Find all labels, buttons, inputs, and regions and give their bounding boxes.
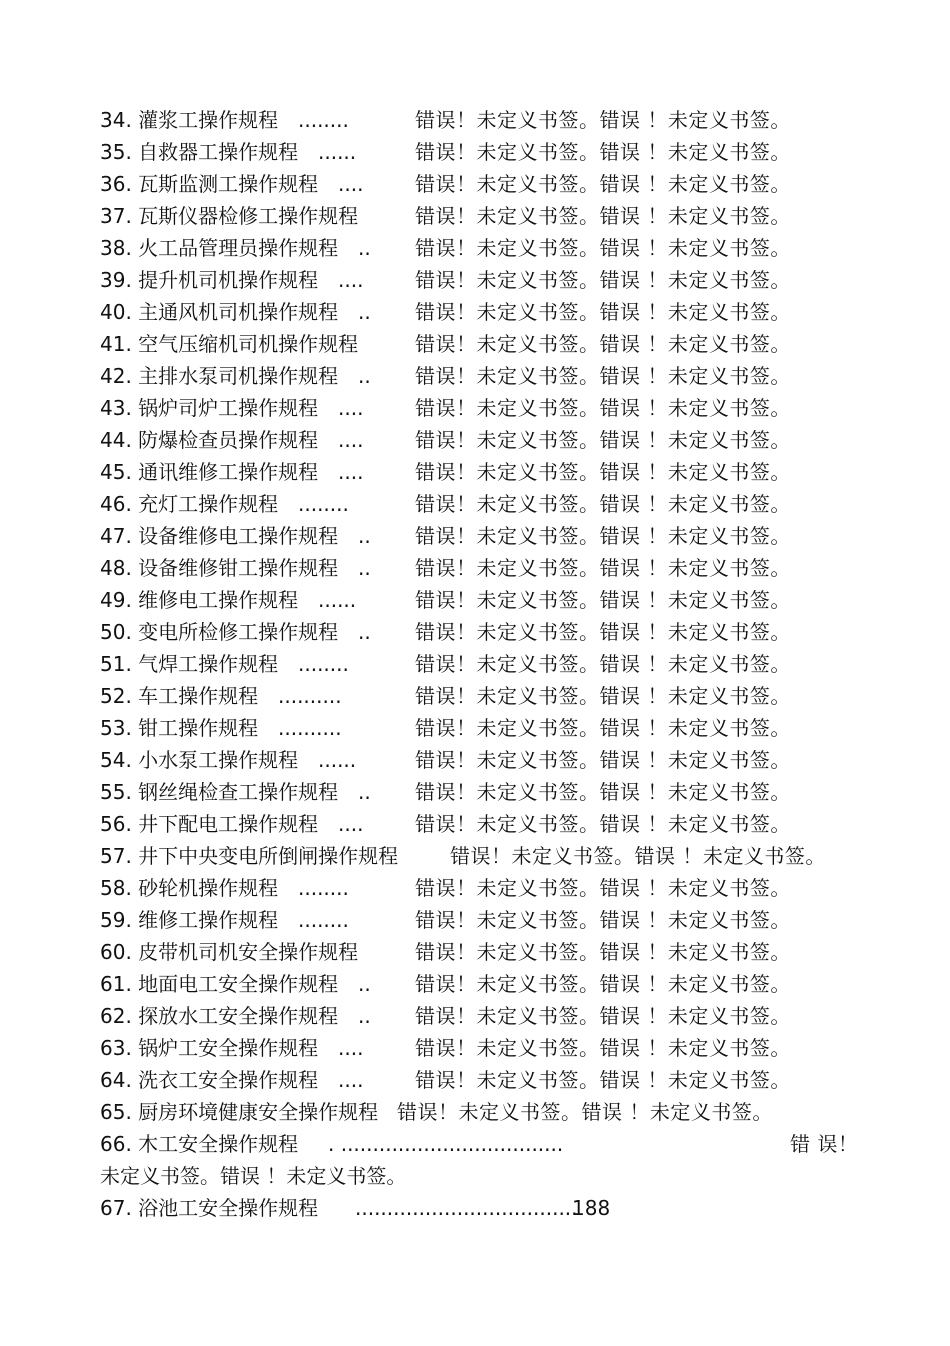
toc-entry[interactable] <box>100 680 860 712</box>
toc-entry-title: 64. 洗衣工安全操作规程 <box>100 1068 319 1092</box>
toc-entry-leader: .......... <box>278 684 342 708</box>
toc-entry-title: 35. 自救器工操作规程 <box>100 140 299 164</box>
toc-entry-leader: .. <box>358 556 371 580</box>
toc-entry-title: 48. 设备维修钳工操作规程 <box>100 556 339 580</box>
toc-entry[interactable] <box>100 552 860 584</box>
toc-entry-title: 60. 皮带机司机安全操作规程 <box>100 940 359 964</box>
toc-entry-reference: 错误！未定义书签。错误 ！未定义书签。 <box>415 364 791 388</box>
toc-entry-title: 57. 井下中央变电所倒闸操作规程 <box>100 844 399 868</box>
toc-entry-title: 42. 主排水泵司机操作规程 <box>100 364 339 388</box>
toc-entry-leader: ...... <box>318 588 357 612</box>
toc-entry-reference: 错误！未定义书签。错误 ！未定义书签。 <box>415 300 791 324</box>
toc-entry[interactable] <box>100 776 860 808</box>
toc-entry[interactable] <box>100 360 860 392</box>
toc-entry-leader: .. <box>358 300 371 324</box>
toc-entry-reference: 错误！未定义书签。错误 ！未定义书签。 <box>415 204 791 228</box>
toc-entry-reference: 错误！未定义书签。错误 ！未定义书签。 <box>415 460 791 484</box>
toc-entry[interactable] <box>100 1128 860 1160</box>
toc-entry[interactable] <box>100 264 860 296</box>
toc-entry[interactable] <box>100 520 860 552</box>
toc-entry[interactable] <box>100 424 860 456</box>
toc-entry-reference: 错误！未定义书签。错误 ！未定义书签。 <box>415 780 791 804</box>
toc-entry[interactable] <box>100 1064 860 1096</box>
toc-entry[interactable] <box>100 744 860 776</box>
toc-entry-title: 44. 防爆检查员操作规程 <box>100 428 319 452</box>
toc-entry-title: 65. 厨房环境健康安全操作规程 <box>100 1100 379 1124</box>
toc-entry-title: 62. 探放水工安全操作规程 <box>100 1004 339 1028</box>
toc-entry-title: 40. 主通风机司机操作规程 <box>100 300 339 324</box>
toc-entry-reference: 错误！未定义书签。错误 ！未定义书签。 <box>415 524 791 548</box>
toc-entry[interactable] <box>100 808 860 840</box>
toc-entry-reference: 错误！未定义书签。错误 ！未定义书签。 <box>415 588 791 612</box>
toc-entry-leader: ................................... <box>355 1196 578 1220</box>
toc-entry-leader: ........ <box>298 652 349 676</box>
toc-entry[interactable] <box>100 1192 860 1224</box>
toc-entry-title: 67. 浴池工安全操作规程 <box>100 1196 319 1220</box>
toc-entry-leader: .... <box>338 172 364 196</box>
toc-entry-leader: .... <box>338 428 364 452</box>
toc-entry[interactable] <box>100 488 860 520</box>
toc-entry-title: 41. 空气压缩机司机操作规程 <box>100 332 359 356</box>
toc-entry[interactable] <box>100 936 860 968</box>
toc-entry-title: 54. 小水泵工操作规程 <box>100 748 299 772</box>
toc-entry-title: 55. 钢丝绳检查工操作规程 <box>100 780 339 804</box>
toc-entry[interactable] <box>100 872 860 904</box>
toc-entry-reference: 错误！未定义书签。错误 ！未定义书签。 <box>415 940 791 964</box>
toc-entry-reference: 错误！未定义书签。错误 ！未定义书签。 <box>415 492 791 516</box>
toc-entry-title: 39. 提升机司机操作规程 <box>100 268 319 292</box>
toc-entry-reference: 错误！未定义书签。错误 ！未定义书签。 <box>415 268 791 292</box>
toc-entry-leader: ...... <box>318 748 357 772</box>
toc-entry-title: 63. 锅炉工安全操作规程 <box>100 1036 319 1060</box>
toc-entry[interactable] <box>100 232 860 264</box>
toc-entry-title: 46. 充灯工操作规程 <box>100 492 279 516</box>
toc-entry-reference: 错误！未定义书签。错误 ！未定义书签。 <box>415 908 791 932</box>
toc-entry[interactable] <box>100 1000 860 1032</box>
toc-entry-page-number: 188 <box>572 1196 611 1220</box>
toc-entry-reference: 错误！未定义书签。错误 ！未定义书签。 <box>415 396 791 420</box>
toc-entry-reference: 错误！未定义书签。错误 ！未定义书签。 <box>415 716 791 740</box>
toc-entry-leader: .. <box>358 236 371 260</box>
toc-entry-title: 49. 维修电工操作规程 <box>100 588 299 612</box>
toc-entry[interactable] <box>100 456 860 488</box>
toc-entry-reference: 错误！未定义书签。错误 ！未定义书签。 <box>450 844 826 868</box>
toc-entry[interactable] <box>100 584 860 616</box>
toc-entry[interactable] <box>100 296 860 328</box>
toc-entry-leader: .. <box>358 524 371 548</box>
toc-entry-leader: .. <box>358 1004 371 1028</box>
toc-entry-reference: 错误！未定义书签。错误 ！未定义书签。 <box>415 684 791 708</box>
toc-entry-reference: 未定义书签。错误 ！未定义书签。 <box>100 1164 407 1188</box>
toc-entry-reference: 错误！未定义书签。错误 ！未定义书签。 <box>415 1004 791 1028</box>
toc-entry-leader: ...... <box>318 140 357 164</box>
toc-entry-reference: 错误！未定义书签。错误 ！未定义书签。 <box>415 1068 791 1092</box>
toc-entry[interactable] <box>100 904 860 936</box>
toc-entry[interactable] <box>100 136 860 168</box>
toc-entry[interactable] <box>100 712 860 744</box>
toc-entry-title: 66. 木工安全操作规程 <box>100 1132 299 1156</box>
toc-entry-leader: .... <box>338 396 364 420</box>
toc-entry-leader: .. <box>358 972 371 996</box>
toc-entry-leader: . ................................... <box>328 1132 564 1156</box>
toc-entry-title: 53. 钳工操作规程 <box>100 716 259 740</box>
toc-entry-title: 34. 灌浆工操作规程 <box>100 108 279 132</box>
toc-entry-title: 58. 砂轮机操作规程 <box>100 876 279 900</box>
toc-entry-reference: 错误！未定义书签。错误 ！未定义书签。 <box>415 108 791 132</box>
toc-entry[interactable] <box>100 328 860 360</box>
toc-entry[interactable] <box>100 1096 860 1128</box>
toc-entry-reference: 错误！未定义书签。错误 ！未定义书签。 <box>415 556 791 580</box>
toc-entry-title: 47. 设备维修电工操作规程 <box>100 524 339 548</box>
toc-entry-reference: 错误！未定义书签。错误 ！未定义书签。 <box>415 140 791 164</box>
toc-entry-reference: 错误！未定义书签。错误 ！未定义书签。 <box>415 236 791 260</box>
toc-entry-reference: 错误！未定义书签。错误 ！未定义书签。 <box>415 428 791 452</box>
toc-entry-leader: ........ <box>298 492 349 516</box>
toc-entry-title: 37. 瓦斯仪器检修工操作规程 <box>100 204 359 228</box>
toc-entry[interactable] <box>100 392 860 424</box>
toc-entry[interactable] <box>100 200 860 232</box>
toc-entry-leader: .... <box>338 1068 364 1092</box>
toc-entry-reference: 错误！未定义书签。错误 ！未定义书签。 <box>415 332 791 356</box>
toc-entry[interactable] <box>100 168 860 200</box>
toc-entry-leader: ........ <box>298 876 349 900</box>
toc-entry-leader: .... <box>338 460 364 484</box>
toc-entry-leader: .. <box>358 620 371 644</box>
toc-entry-reference: 错误！未定义书签。错误 ！未定义书签。 <box>415 1036 791 1060</box>
toc-entry-reference: 错误！未定义书签。错误 ！未定义书签。 <box>415 876 791 900</box>
toc-entry-leader: .. <box>358 780 371 804</box>
toc-entry-title: 45. 通讯维修工操作规程 <box>100 460 319 484</box>
toc-entry-reference: 错误！未定义书签。错误 ！未定义书签。 <box>415 812 791 836</box>
toc-entry-leader: ........ <box>298 108 349 132</box>
toc-entry-leader: .... <box>338 812 364 836</box>
toc-entry-leader: .......... <box>278 716 342 740</box>
toc-entry-reference: 错误！未定义书签。错误 ！未定义书签。 <box>415 620 791 644</box>
toc-entry-reference: 错 误！ <box>790 1132 859 1156</box>
toc-entry-leader: ........ <box>298 908 349 932</box>
toc-entry-leader: .. <box>358 364 371 388</box>
toc-entry-reference: 错误！未定义书签。错误 ！未定义书签。 <box>415 748 791 772</box>
toc-entry[interactable] <box>100 840 860 872</box>
toc-entry-title: 61. 地面电工安全操作规程 <box>100 972 339 996</box>
table-of-contents <box>100 104 860 1224</box>
toc-entry-reference: 错误！未定义书签。错误 ！未定义书签。 <box>415 172 791 196</box>
toc-entry-title: 36. 瓦斯监测工操作规程 <box>100 172 319 196</box>
toc-entry-leader: .... <box>338 268 364 292</box>
toc-entry-title: 38. 火工品管理员操作规程 <box>100 236 339 260</box>
toc-entry[interactable] <box>100 968 860 1000</box>
toc-entry-title: 52. 车工操作规程 <box>100 684 259 708</box>
toc-entry-reference: 错误！未定义书签。错误 ！未定义书签。 <box>415 652 791 676</box>
toc-entry-title: 50. 变电所检修工操作规程 <box>100 620 339 644</box>
toc-entry-reference: 错误！未定义书签。错误 ！未定义书签。 <box>415 972 791 996</box>
toc-entry-title: 51. 气焊工操作规程 <box>100 652 279 676</box>
toc-entry[interactable] <box>100 104 860 136</box>
toc-entry-title: 56. 井下配电工操作规程 <box>100 812 319 836</box>
toc-entry-title: 43. 锅炉司炉工操作规程 <box>100 396 319 420</box>
toc-entry[interactable] <box>100 648 860 680</box>
toc-entry-title: 59. 维修工操作规程 <box>100 908 279 932</box>
toc-entry-continuation <box>100 1160 860 1192</box>
toc-entry[interactable] <box>100 616 860 648</box>
toc-entry-leader: .... <box>338 1036 364 1060</box>
toc-entry-reference: 错误！未定义书签。错误 ！未定义书签。 <box>397 1100 773 1124</box>
toc-entry[interactable] <box>100 1032 860 1064</box>
